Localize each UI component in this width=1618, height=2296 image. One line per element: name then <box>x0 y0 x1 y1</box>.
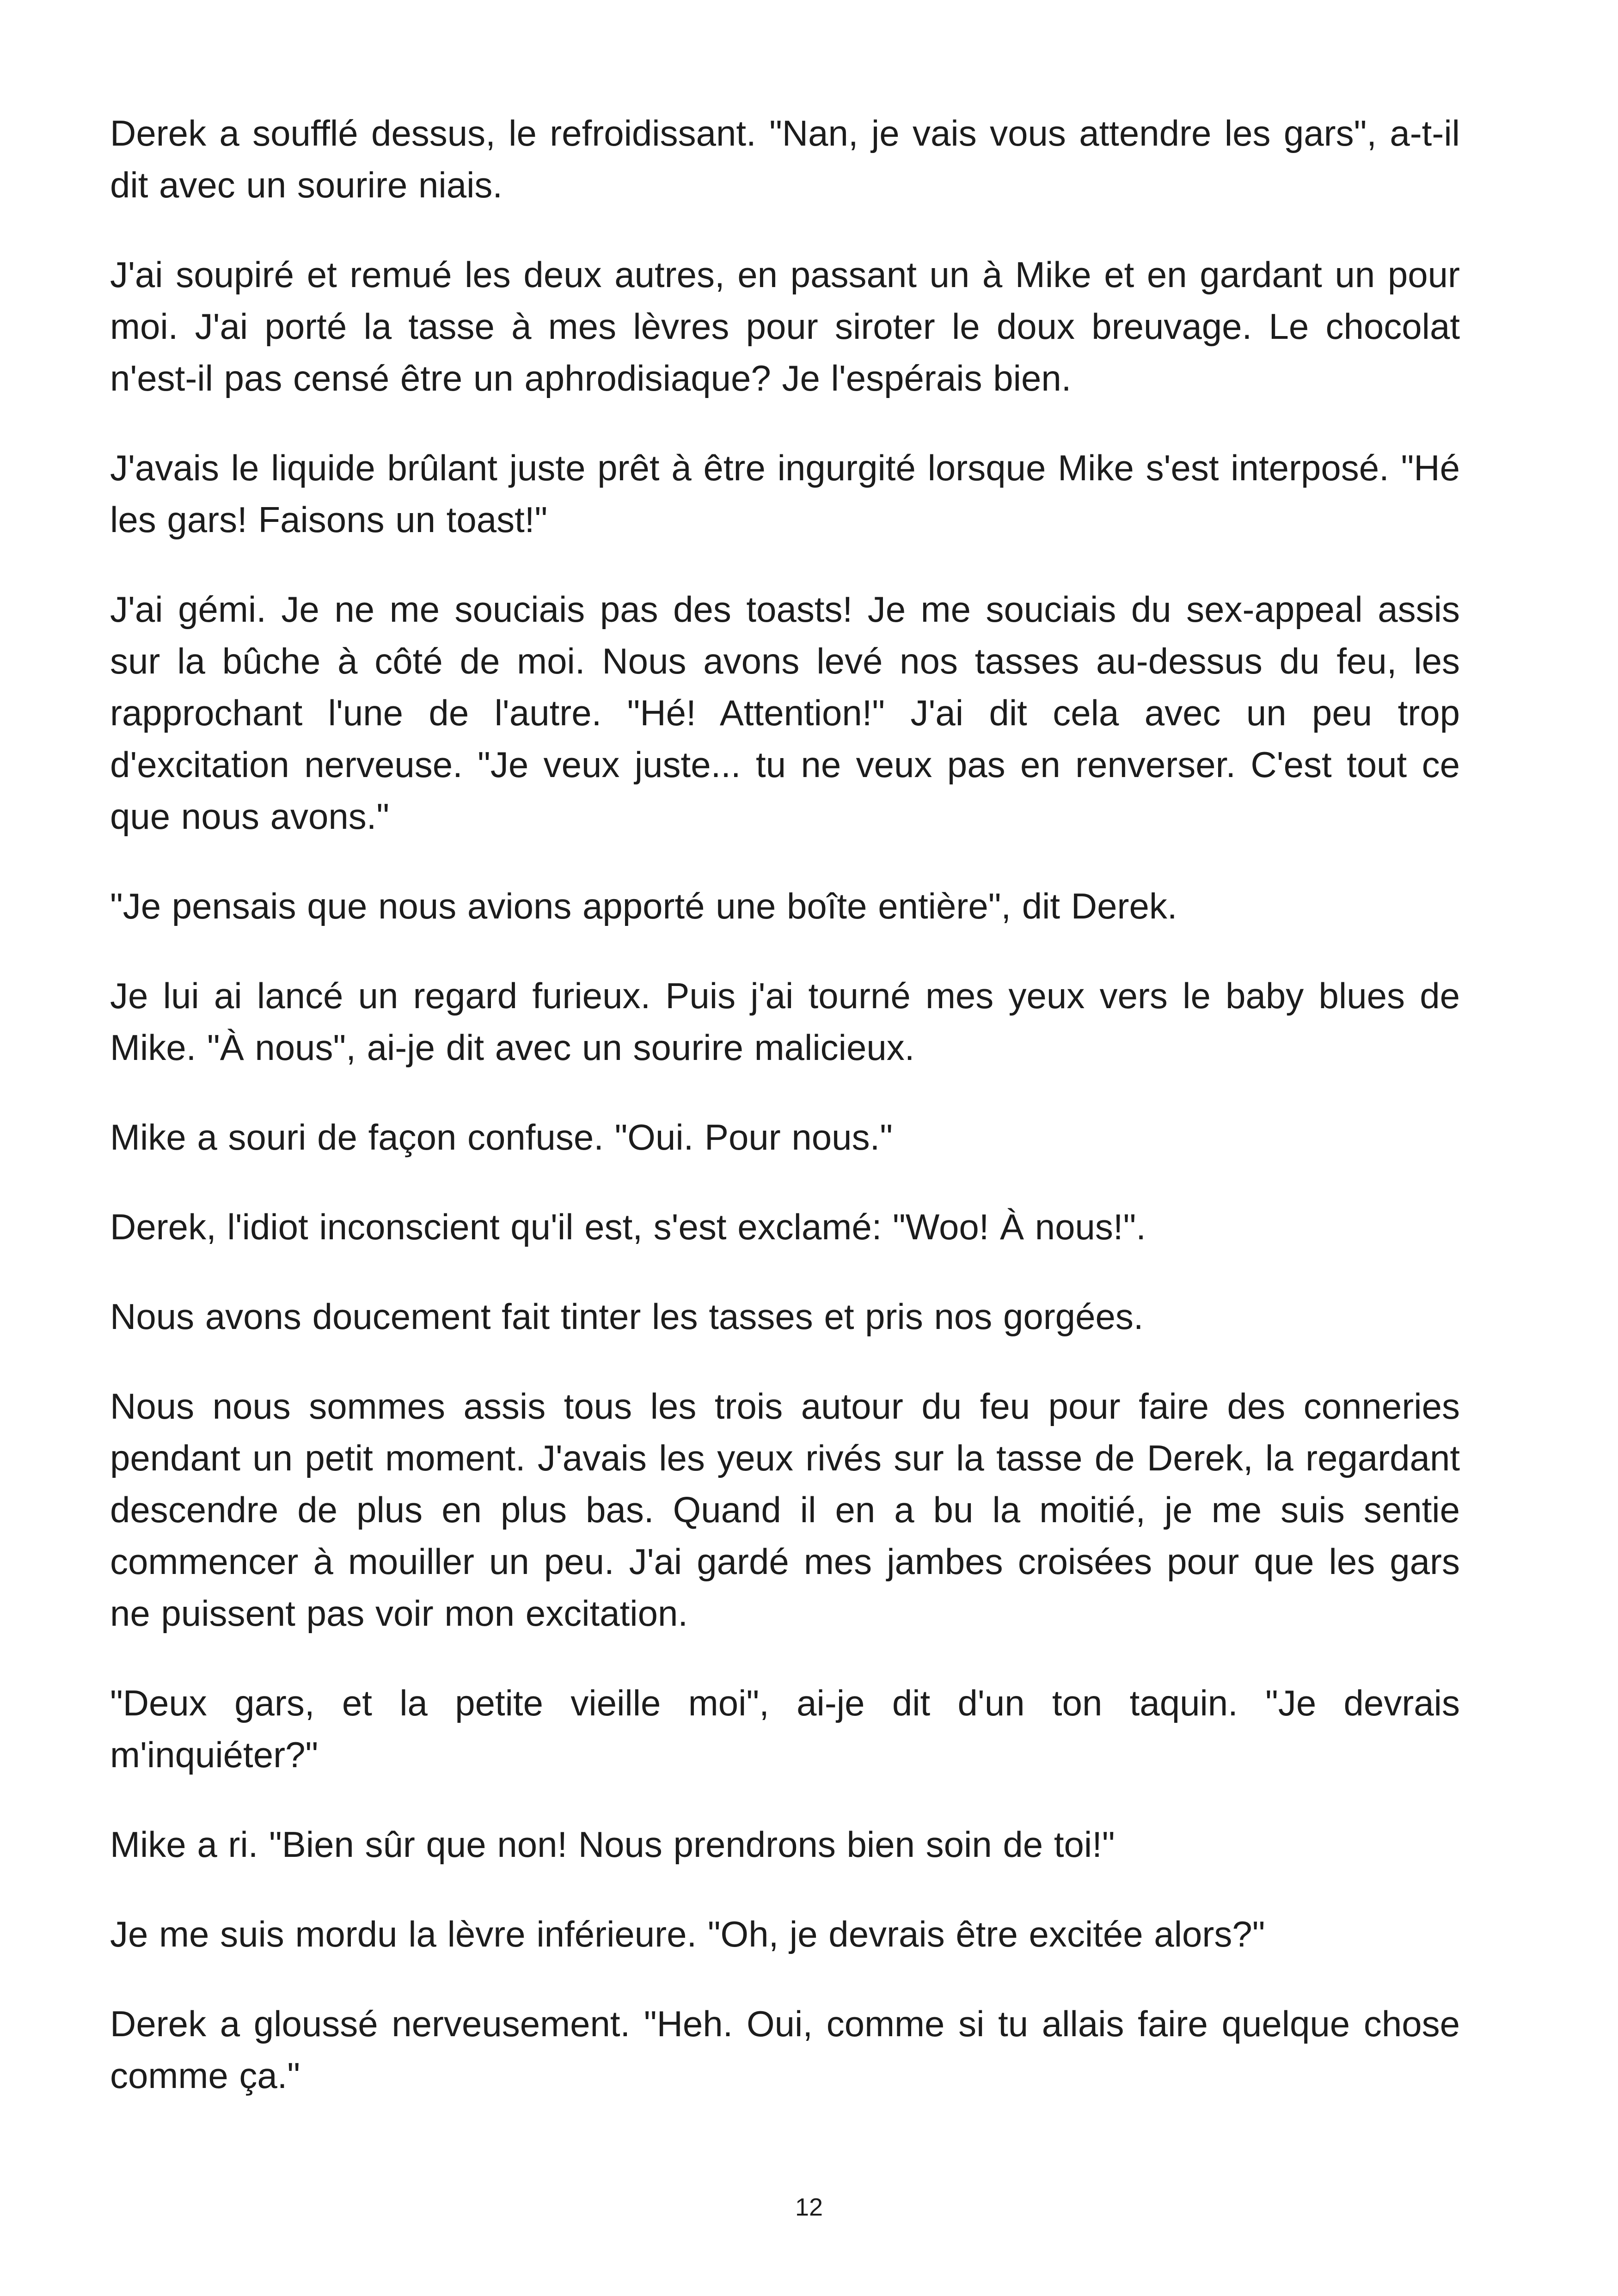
paragraph: Nous nous sommes assis tous les trois autour du feu pour faire des conneries pendant un petit moment. J'avais les yeux rivés sur la tasse de Derek, la regardant descendre de plus en plus bas. Quand il en a bu la moitié, je me suis sentie commencer à mouiller un peu. J'ai gardé mes jambes croisées pour que les gars ne puissent pas voir mon excitation. <box>110 1386 1460 1634</box>
paragraph: Derek a soufflé dessus, le refroidissant. "Nan, je vais vous attendre les gars", a-t-il dit avec un sourire niais. <box>110 113 1460 205</box>
paragraph: Je me suis mordu la lèvre inférieure. "Oh, je devrais être excitée alors?" <box>110 1914 1265 1954</box>
paragraph: Mike a ri. "Bien sûr que non! Nous prendrons bien soin de toi!" <box>110 1824 1115 1865</box>
paragraph: Nous avons doucement fait tinter les tasses et pris nos gorgées. <box>110 1296 1144 1337</box>
paragraph: Mike a souri de façon confuse. "Oui. Pour nous." <box>110 1117 893 1157</box>
paragraph: "Je pensais que nous avions apporté une boîte entière", dit Derek. <box>110 886 1177 926</box>
paragraph: "Deux gars, et la petite vieille moi", ai-je dit d'un ton taquin. "Je devrais m'inquiéter?" <box>110 1683 1460 1775</box>
paragraph: J'ai gémi. Je ne me souciais pas des toasts! Je me souciais du sex-appeal assis sur la bûche à côté de moi. Nous avons levé nos tasses au-dessus du feu, les rapprochant l'une de l'autre. "Hé! Attention!" J'ai dit cela avec un peu trop d'excitation nerveuse. "Je veux juste... tu ne veux pas en renverser. C'est tout ce que nous avons." <box>110 589 1460 837</box>
paragraph: Derek a gloussé nerveusement. "Heh. Oui, comme si tu allais faire quelque chose comme ça." <box>110 2003 1460 2096</box>
paragraph: J'avais le liquide brûlant juste prêt à être ingurgité lorsque Mike s'est interposé. "Hé les gars! Faisons un toast!" <box>110 447 1460 540</box>
body-text <box>110 107 1460 2139</box>
paragraph: J'ai soupiré et remué les deux autres, en passant un à Mike et en gardant un pour moi. J'ai porté la tasse à mes lèvres pour siroter le doux breuvage. Le chocolat n'est-il pas censé être un aphrodisiaque? Je l'espérais bien. <box>110 254 1460 398</box>
paragraph: Derek, l'idiot inconscient qu'il est, s'est exclamé: "Woo! À nous!". <box>110 1206 1146 1247</box>
page-number: 12 <box>795 2193 823 2221</box>
paragraph: Je lui ai lancé un regard furieux. Puis j'ai tourné mes yeux vers le baby blues de Mike. "À nous", ai-je dit avec un sourire malicieux. <box>110 975 1460 1068</box>
